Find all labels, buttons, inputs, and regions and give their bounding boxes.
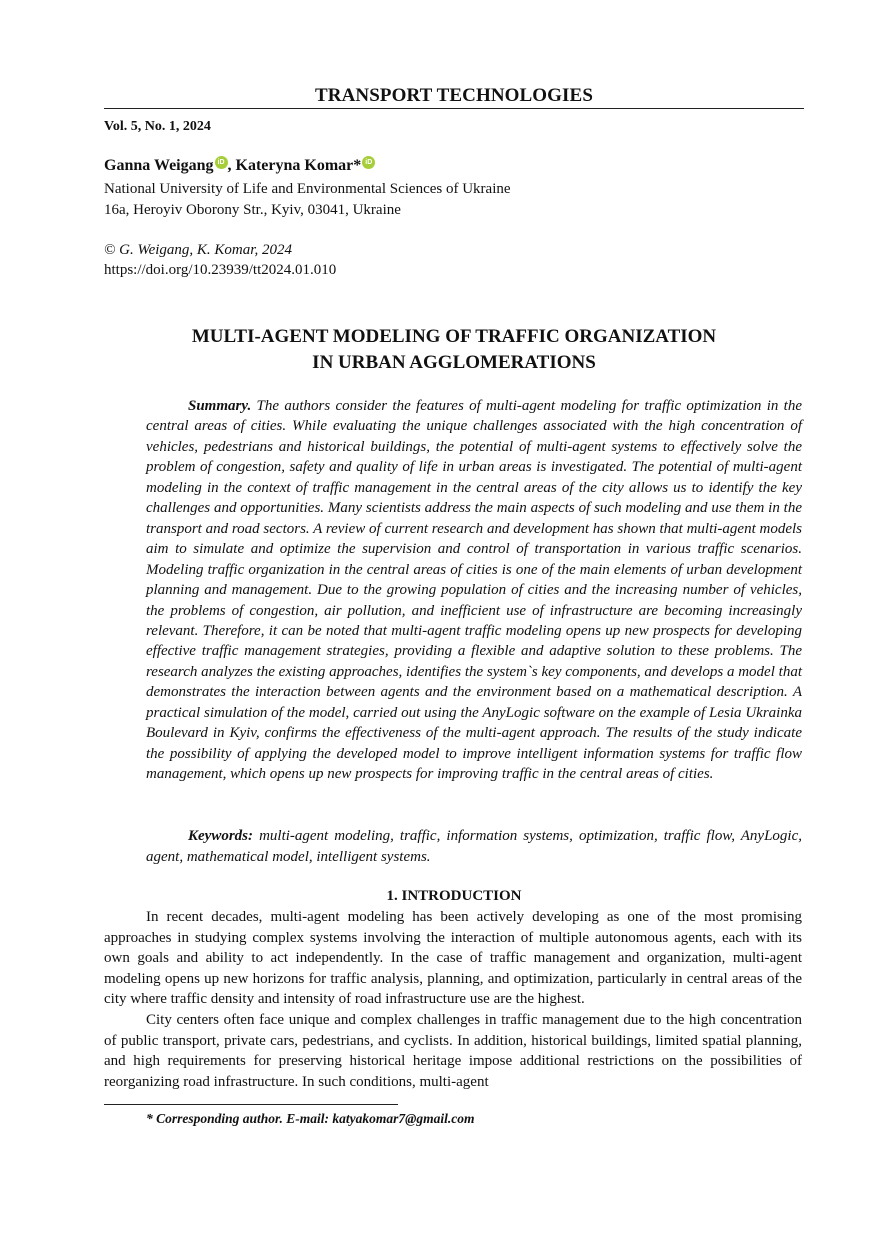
section-heading: 1. INTRODUCTION [386, 888, 522, 904]
summary-text: The authors consider the features of multi-agent modeling for traffic optimization in the central areas of cities. While evaluating the unique challenges associated with the high concentration of vehicles, pedestrians and historical buildings, the potential of multi-agent systems to effectively solve the problem of congestion, safety and quality of life in urban areas is investigated. The potential of multi-agent modeling in the context of traffic management in the central areas of the city allows us to identify the key challenges and opportunities. Many scientists address the main aspects of such modeling and use them in the transport and road sectors. A review of current research and development has shown that multi-agent models aim to simulate and optimize the supervision and control of transportation in various traffic scenarios. Modeling traffic organization in the central areas of cities is one of the main elements of urban development planning and management. Due to the growing population of cities and the increasing number of vehicles, the problems of congestion, air pollution, and inefficient use of infrastructure are becoming increasingly relevant. Therefore, it can be noted that multi-agent traffic modeling opens up new prospects for developing effective traffic management strategies, providing a flexible and adaptive solution to these problems. The research analyzes the existing approaches, identifies the system`s key components, and develops a model that demonstrates the interaction between agents and the environment based on a mathematical description. A practical simulation of the model, carried out using the AnyLogic software on the example of Lesia Ukrainka Boulevard in Kyiv, confirms the effectiveness of the multi-agent approach. The results of the study indicate the possibility of applying the developed model to improve intelligent information systems for traffic flow management, which opens up new prospects for improving traffic in the central areas of cities. [146, 398, 802, 783]
summary-abstract [146, 396, 802, 785]
journal-title: TRANSPORT TECHNOLOGIES [315, 85, 593, 106]
paper-title-line: IN URBAN AGGLOMERATIONS [312, 352, 596, 373]
body-paragraph: City centers often face unique and complex challenges in traffic management due to the high concentration of public transport, private cars, pedestrians, and cyclists. In addition, historical buildings, limited spatial planning, and high requirements for preserving historical heritage impose additional restrictions on the possibilities of reorganizing road infrastructure. In such conditions, multi-agent [104, 1012, 802, 1090]
header-divider [104, 108, 804, 109]
footnote-divider [104, 1104, 398, 1105]
volume-info: Vol. 5, No. 1, 2024 [104, 119, 211, 134]
affiliation-institution: National University of Life and Environmental Sciences of Ukraine [104, 181, 511, 197]
keywords-label: Keywords: [188, 828, 253, 844]
doi-link[interactable]: https://doi.org/10.23939/tt2024.01.010 [104, 262, 337, 278]
copyright-notice: © G. Weigang, K. Komar, 2024 [104, 242, 292, 258]
orcid-icon[interactable]: iD [362, 156, 375, 169]
author-list [104, 156, 375, 175]
body-paragraph: In recent decades, multi-agent modeling has been actively developing as one of the most promising approaches in studying complex systems involving the interaction of multiple autonomous agents, each with its own goals and ability to act independently. In the case of traffic management and organization, multi-agent modeling opens up new horizons for traffic analysis, planning, and optimization, particularly in central areas of the city where traffic density and intensity of road infrastructure use are the highest. [104, 909, 802, 1008]
paper-title [104, 324, 804, 376]
author-name: Ganna Weigang [104, 157, 214, 174]
author-name: Kateryna Komar* [235, 157, 362, 174]
footnote-corresponding-author: * Corresponding author. E-mail: katyakomar7@gmail.com [146, 1111, 475, 1126]
paper-title-line: MULTI-AGENT MODELING OF TRAFFIC ORGANIZATION [191, 326, 717, 347]
summary-label: Summary. [188, 398, 252, 414]
keywords-text: multi-agent modeling, traffic, information systems, optimization, traffic flow, AnyLogic, agent, mathematical model, intelligent systems. [146, 828, 802, 865]
author-separator: , [227, 157, 236, 174]
affiliation-address: 16a, Heroyiv Oborony Str., Kyiv, 03041, Ukraine [104, 202, 401, 218]
keywords [146, 826, 802, 867]
orcid-icon[interactable]: iD [215, 156, 228, 169]
